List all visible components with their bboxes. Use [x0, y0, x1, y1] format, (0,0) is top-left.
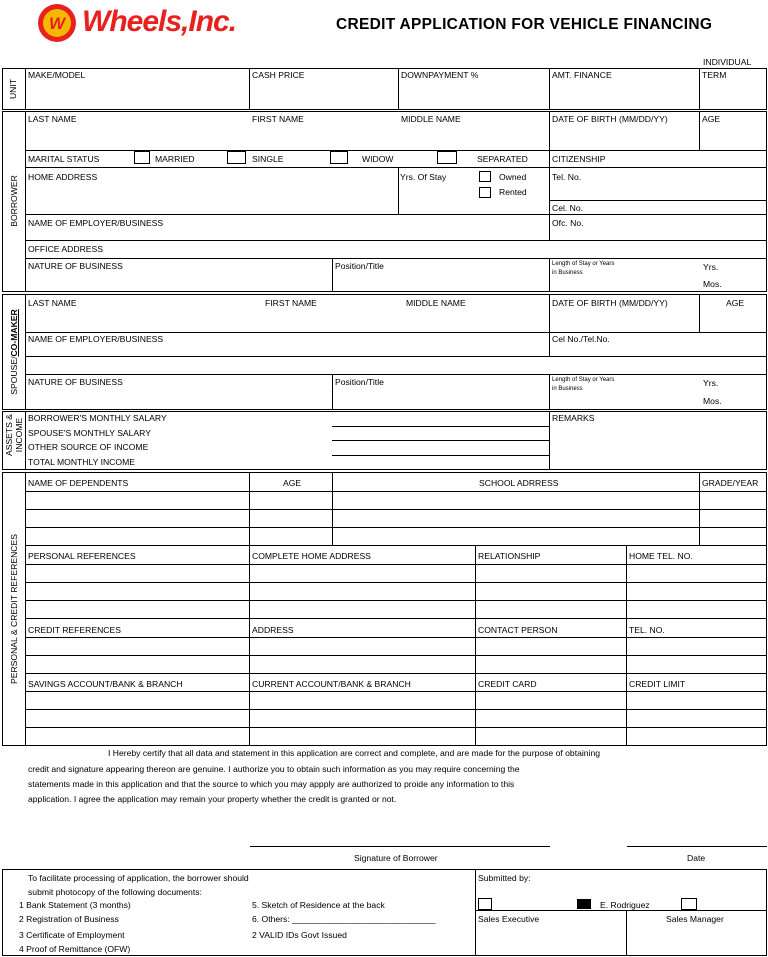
school-address-header: SCHOOL ADRRESS	[479, 478, 559, 488]
documents-intro-1: To facilitate processing of application, the borrower should	[28, 873, 249, 883]
widow-label: WIDOW	[362, 154, 394, 164]
borrower-employer-field[interactable]: NAME OF EMPLOYER/BUSINESS	[28, 218, 164, 228]
logo-text: Wheels,Inc.	[82, 5, 237, 38]
sales-manager-label: Sales Manager	[666, 914, 724, 924]
borrower-middle-name-field[interactable]: MIDDLE NAME	[401, 114, 461, 124]
spouse-section	[2, 294, 767, 410]
document-item-5: 5. Sketch of Residence at the back	[252, 900, 385, 910]
spouse-position-field[interactable]: Position/Title	[335, 377, 384, 387]
married-label: MARRIED	[155, 154, 195, 164]
contact-person-header: CONTACT PERSON	[478, 625, 558, 635]
submitted-checkbox-2[interactable]	[577, 899, 591, 909]
document-item-2: 2 Registration of Business	[19, 914, 119, 924]
logo-mark-icon	[36, 2, 78, 44]
office-address-field[interactable]: OFFICE ADDRESS	[28, 244, 103, 254]
grade-year-header: GRADE/YEAR	[702, 478, 759, 488]
make-model-field[interactable]: MAKE/MODEL	[28, 70, 86, 80]
relationship-header: RELATIONSHIP	[478, 551, 541, 561]
personal-references-header: PERSONAL REFERENCES	[28, 551, 136, 561]
borrower-age-field[interactable]: AGE	[702, 114, 721, 124]
remarks-field[interactable]: REMARKS	[552, 413, 595, 423]
sales-executive-label: Sales Executive	[478, 914, 540, 924]
page-title: CREDIT APPLICATION FOR VEHICLE FINANCING	[336, 16, 713, 33]
borrower-cel-field[interactable]: Cel. No.	[552, 203, 584, 213]
credit-references-header: CREDIT REFERENCES	[28, 625, 121, 635]
other-income-field[interactable]: OTHER SOURCE OF INCOME	[28, 442, 149, 452]
owned-label: Owned	[499, 172, 527, 182]
home-address-field[interactable]: HOME ADDRESS	[28, 172, 98, 182]
credit-limit-header: CREDIT LIMIT	[629, 679, 686, 689]
company-logo	[36, 2, 276, 44]
citizenship-field[interactable]: CITIZENSHIP	[552, 154, 606, 164]
borrower-mos-field[interactable]: Mos.	[703, 279, 722, 289]
borrower-dob-field[interactable]: DATE OF BIRTH (MM/DD/YY)	[552, 114, 668, 124]
separated-label: SEPARATED	[477, 154, 528, 164]
spouse-employer-field[interactable]: NAME OF EMPLOYER/BUSINESS	[28, 334, 164, 344]
date-label: Date	[687, 853, 706, 863]
borrower-salary-field[interactable]: BORROWER'S MONTHLY SALARY	[28, 413, 167, 423]
home-address-header: COMPLETE HOME ADDRESS	[252, 551, 371, 561]
document-item-4: 4 Proof of Remittance (OFW)	[19, 944, 131, 954]
single-checkbox[interactable]	[227, 151, 246, 164]
borrower-position-field[interactable]: Position/Title	[335, 261, 384, 271]
spouse-first-name-field[interactable]: FIRST NAME	[265, 298, 317, 308]
credit-address-header: ADDRESS	[252, 625, 294, 635]
downpayment-field[interactable]: DOWNPAYMENT %	[401, 70, 479, 80]
dependents-age-header: AGE	[283, 478, 302, 488]
borrower-length-label-2: in Business	[552, 270, 583, 276]
submitted-checkbox-1[interactable]	[478, 898, 492, 910]
amt-finance-field[interactable]: AMT. FINANCE	[552, 70, 612, 80]
borrower-last-name-field[interactable]: LAST NAME	[28, 114, 77, 124]
certification-line-2: credit and signature appearing thereon are genuine. I authorize you to obtain such information as you may require concerning the	[28, 764, 520, 774]
borrower-signature-line[interactable]	[250, 846, 550, 847]
assets-section-label	[4, 406, 24, 464]
borrower-yrs-field[interactable]: Yrs.	[703, 262, 719, 272]
married-checkbox[interactable]	[134, 151, 150, 164]
date-line[interactable]	[627, 846, 767, 847]
documents-intro-2: submit photocopy of the following documents:	[28, 887, 202, 897]
borrower-nature-field[interactable]: NATURE OF BUSINESS	[28, 261, 123, 271]
borrower-ofc-no-field[interactable]: Ofc. No.	[552, 218, 584, 228]
certification-line-4: application. I agree the application may remain your property whether the credit is granted or not.	[28, 794, 397, 804]
widow-checkbox[interactable]	[330, 151, 348, 164]
unit-section-label: UNIT	[8, 78, 18, 100]
references-section	[2, 472, 767, 746]
references-section-label: PERSONAL & CREDIT REFERENCES	[9, 534, 19, 684]
rented-label: Rented	[499, 187, 527, 197]
spouse-nature-field[interactable]: NATURE OF BUSINESS	[28, 377, 123, 387]
borrower-section-label: BORROWER	[9, 175, 19, 227]
savings-account-header: SAVINGS ACCOUNT/BANK & BRANCH	[28, 679, 183, 689]
current-account-header: CURRENT ACCOUNT/BANK & BRANCH	[252, 679, 411, 689]
spouse-age-field[interactable]: AGE	[726, 298, 745, 308]
total-income-field[interactable]: TOTAL MONTHLY INCOME	[28, 457, 135, 467]
submitted-checkbox-3[interactable]	[681, 898, 697, 910]
single-label: SINGLE	[252, 154, 284, 164]
rented-checkbox[interactable]	[479, 187, 491, 198]
credit-card-header: CREDIT CARD	[478, 679, 537, 689]
income-label-part: INCOME	[14, 417, 24, 453]
home-tel-header: HOME TEL. NO.	[629, 551, 693, 561]
borrower-signature-label: Signature of Borrower	[354, 853, 438, 863]
submitted-by-label: Submitted by:	[478, 873, 531, 883]
borrower-tel-field[interactable]: Tel. No.	[552, 172, 582, 182]
term-field[interactable]: TERM	[702, 70, 727, 80]
assets-label-part: ASSETS &	[4, 413, 14, 457]
borrower-length-label-1: Length of Stay or Years	[552, 261, 615, 267]
document-item-1: 1 Bank Statement (3 months)	[19, 900, 131, 910]
unit-section	[2, 68, 767, 110]
spouse-length-label-2: in Business	[552, 386, 583, 392]
credit-tel-header: TEL. NO.	[629, 625, 665, 635]
co-maker-label-part: CO-MAKER	[9, 309, 19, 357]
document-item-7: 2 VALID IDs Govt Issued	[252, 930, 347, 940]
spouse-length-label-1: Length of Stay or Years	[552, 377, 615, 383]
spouse-middle-name-field[interactable]: MIDDLE NAME	[406, 298, 466, 308]
owned-checkbox[interactable]	[479, 171, 491, 182]
spouse-last-name-field[interactable]: LAST NAME	[28, 298, 77, 308]
certification-line-3: statements made in this application and that the source to which you may appply are authorized to proide any information to this	[28, 779, 515, 789]
dependents-header: NAME OF DEPENDENTS	[28, 478, 129, 488]
marital-status-label: MARITAL STATUS	[28, 154, 100, 164]
spouse-salary-field[interactable]: SPOUSE'S MONTHLY SALARY	[28, 428, 151, 438]
document-item-6[interactable]: 6. Others: ______________________________	[252, 914, 436, 924]
yrs-of-stay-field[interactable]: Yrs. Of Stay	[400, 172, 447, 182]
document-item-3: 3 Certificate of Employment	[19, 930, 125, 940]
certification-line-1: I Hereby certify that all data and statement in this application are correct and complete, and are made for the purpose of obtaining	[108, 748, 601, 758]
spouse-cel-tel-field[interactable]: Cel No./Tel.No.	[552, 334, 610, 344]
spouse-section-label	[9, 306, 19, 398]
borrower-first-name-field[interactable]: FIRST NAME	[252, 114, 304, 124]
spouse-yrs-field[interactable]: Yrs.	[703, 378, 719, 388]
cash-price-field[interactable]: CASH PRICE	[252, 70, 305, 80]
spouse-label-part: SPOUSE/	[9, 356, 19, 395]
individual-label: INDIVIDUAL	[703, 57, 752, 67]
separated-checkbox[interactable]	[437, 151, 457, 164]
spouse-dob-field[interactable]: DATE OF BIRTH (MM/DD/YY)	[552, 298, 668, 308]
logo-mark-letter: W	[48, 14, 66, 33]
submitted-by-name: E. Rodriguez	[600, 900, 650, 910]
spouse-mos-field[interactable]: Mos.	[703, 396, 722, 406]
